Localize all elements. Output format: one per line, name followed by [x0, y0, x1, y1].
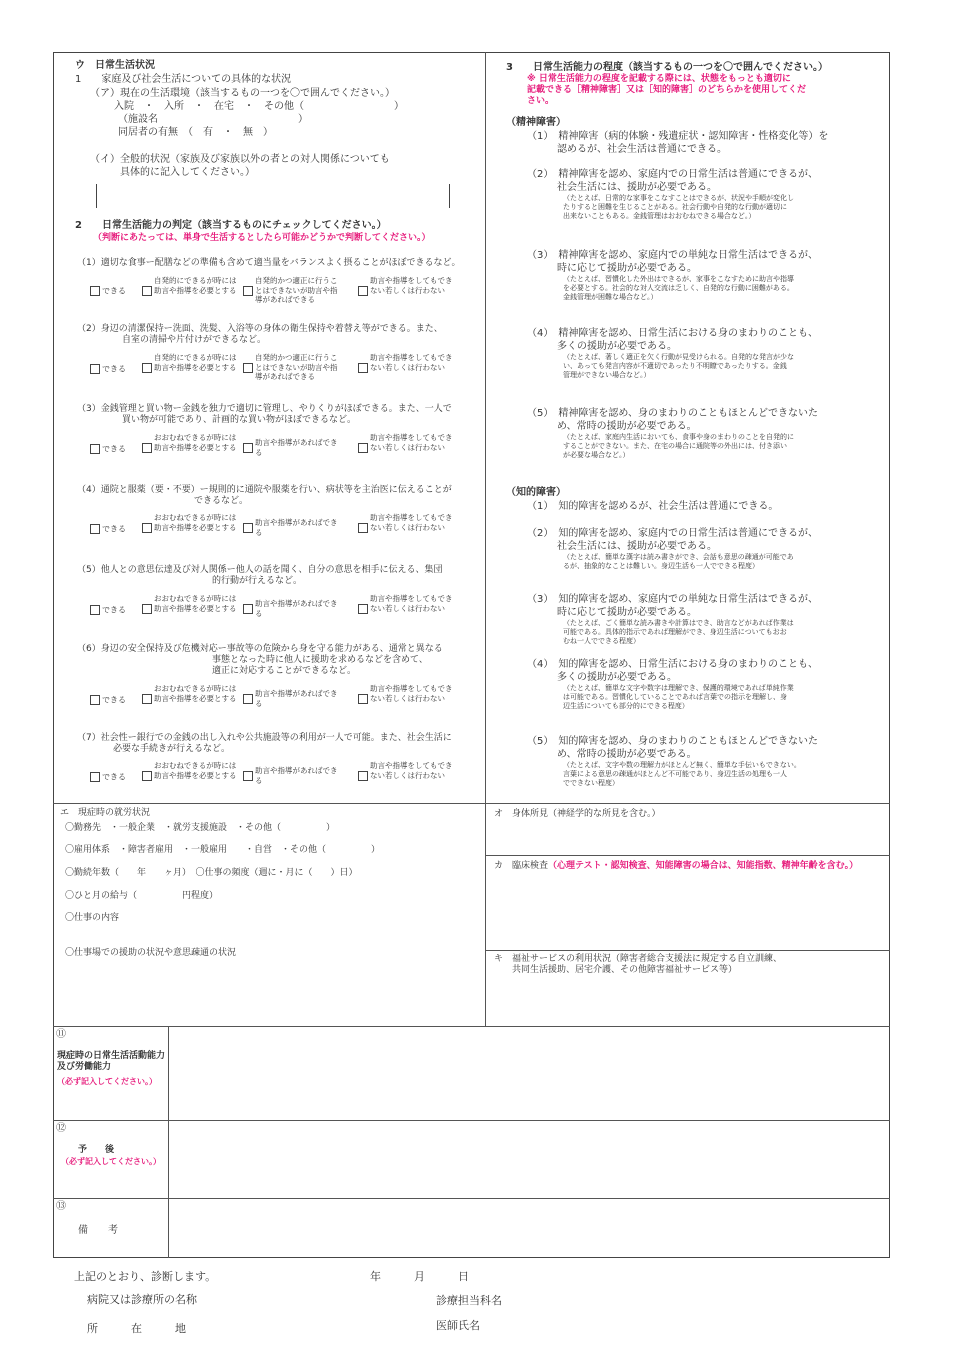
s12-note: （必ず記入してください。） — [61, 1157, 161, 1166]
item-3-opt-4[interactable]: 助言や指導をしてもできない若しくは行わない — [358, 433, 453, 452]
mental-3[interactable]: （3） 精神障害を認め、家庭内での単純な日常生活はできるが、 時に応じて援助が必要である。 （たとえば、習慣化した外出はできるが、家事をこなすために助言や指導 を必要とする。社会的な対人交流は乏しく、自発的な行動に困難がある。 金銭管理が困難な場合など。） — [527, 250, 818, 301]
mental-5[interactable]: （5） 精神障害を認め、身のまわりのこともほとんどできないた め、常時の援助が必要である。 （たとえば、家庭内生活においても、食事や身のまわりのことを自発的に することができない。また、在宅の場合に通院等の外出には、付き添い が必要な場合など。） — [527, 408, 818, 459]
footer-doctor[interactable]: 医師氏名 — [436, 1319, 480, 1332]
s11-label: 現症時の日常生活活動能力及び労働能力 — [57, 1051, 166, 1072]
item-6-title: （6）身辺の安全保持及び危機対応ー事故等の危険から身を守る能力がある、通常と異なる 事態となった時に他人に援助を求めるなどを含めて、 適正に対応することができるなど。 — [77, 644, 443, 676]
mental-header: （精神障害） — [506, 117, 566, 128]
q1a-options[interactable]: 入院 ・ 入所 ・ 在宅 ・ その他（ ） — [114, 101, 404, 112]
item-7-opt-1[interactable]: できる — [90, 772, 126, 783]
work-support[interactable]: 〇仕事場での援助の状況や意思疎通の状況 — [65, 948, 237, 958]
intel-5[interactable]: （5） 知的障害を認め、身のまわりのこともほとんどできないた め、常時の援助が必要である。 （たとえば、文字や数の理解力がほとんど無く、簡単な手伝いもできない。 言葉による意思の疎通がほとんど不可能であり、身辺生活の処理も一人 でできない程度） — [527, 736, 818, 787]
s13-input[interactable] — [170, 1200, 888, 1256]
intel-3[interactable]: （3） 知的障害を認め、家庭内での単純な日常生活はできるが、 時に応じて援助が必要である。 （たとえば、ごく簡単な読み書きや計算はでき、助言などがあれば作業は 可能である。具体的指示であれば理解ができ、身辺生活についてもおお むね一人でできる程度） — [527, 594, 818, 645]
item-5-opt-3[interactable]: 助言や指導があればできる — [243, 599, 338, 618]
item-6-opt-1[interactable]: できる — [90, 695, 126, 706]
divider-ka — [485, 855, 890, 856]
divider-s13 — [53, 1198, 890, 1199]
footer-department[interactable]: 診療担当科名 — [436, 1294, 502, 1307]
mental-2[interactable]: （2） 精神障害を認め、家庭内での日常生活は普通にできるが、 社会生活には、援助が必要である。 （たとえば、日常的な家事をこなすことはできるが、状況や手順が変化し たりすると困難を生じることがある。社会行動や自発的な行動が適切に 出来ないこともある。金銭管理はおおむねできる場合など。） — [527, 169, 818, 220]
s12-number: ⑫ — [56, 1123, 66, 1134]
footer-date[interactable]: 年 月 日 — [370, 1270, 469, 1283]
section-title: ウ 日常生活状況 — [75, 60, 155, 71]
work-content[interactable]: 〇仕事の内容 — [65, 913, 120, 923]
s11-note: （必ず記入してください。） — [57, 1077, 157, 1086]
footer-diagnosis: 上記のとおり、診断します。 — [74, 1270, 217, 1283]
intel-header: （知的障害） — [506, 487, 566, 498]
item-3-opt-2[interactable]: おおむねできるが時には助言や指導を必要とする — [142, 433, 237, 452]
s12-label: 予 後 — [78, 1145, 115, 1155]
cohabit-field[interactable]: 同居者の有無 （ 有 ・ 無 ） — [118, 127, 273, 138]
item-3-opt-1[interactable]: できる — [90, 444, 126, 455]
column-divider — [485, 52, 486, 1026]
work-title: エ 現症時の就労状況 — [60, 808, 151, 818]
item-7-opt-3[interactable]: 助言や指導があればできる — [243, 766, 338, 785]
item-4-title: （4）通院と服薬（要・不要）ー規則的に通院や服薬を行い、病状等を主治医に伝えることが できるなど。 — [77, 485, 452, 506]
item-1-opt-3[interactable]: 自発的かつ適正に行うことはできないが助言や指導があればできる — [243, 276, 338, 305]
work-years[interactable]: 〇勤続年数（ 年 ヶ月） 〇仕事の頻度（週に・月に（ ）日） — [65, 868, 358, 878]
item-2-opt-4[interactable]: 助言や指導をしてもできない若しくは行わない — [358, 353, 453, 372]
s12-input[interactable] — [170, 1122, 888, 1196]
clinical-tests: カ 臨床検査（心理テスト・認知検査、知能障害の場合は、知能指数、精神年齢を含む。） — [494, 861, 859, 871]
item-4-opt-2[interactable]: おおむねできるが時には助言や指導を必要とする — [142, 513, 237, 532]
footer-hospital[interactable]: 病院又は診療所の名称 — [87, 1293, 197, 1306]
item-5-opt-1[interactable]: できる — [90, 605, 126, 616]
work-employer[interactable]: 〇勤務先 ・一般企業 ・就労支援施設 ・その他（ ） — [65, 823, 336, 833]
item-1-opt-2[interactable]: 自発的にできるが時には助言や指導を必要とする — [142, 276, 237, 295]
item-6-opt-2[interactable]: おおむねできるが時には助言や指導を必要とする — [142, 684, 237, 703]
q3-title: 3 日常生活能力の程度（該当するもの一つを〇で囲んでください。） — [506, 62, 828, 73]
q2-title: 2 日常生活能力の判定（該当するものにチェックしてください。） — [75, 220, 387, 231]
intel-1[interactable]: （1） 知的障害を認めるが、社会生活は普通にできる。 — [527, 501, 779, 512]
item-5-opt-4[interactable]: 助言や指導をしてもできない若しくは行わない — [358, 594, 453, 613]
divider-ki — [485, 950, 890, 951]
mental-4[interactable]: （4） 精神障害を認め、日常生活における身のまわりのことも、 多くの援助が必要である。 （たとえば、著しく適正を欠く行動が見受けられる。自発的な発言が少な い、あっても発言内容が不適切であったり不明瞭であったりする。金銭 管理ができない場合など。） — [527, 328, 818, 379]
item-6-opt-3[interactable]: 助言や指導があればできる — [243, 689, 338, 708]
intel-2[interactable]: （2） 知的障害を認め、家庭内での日常生活は普通にできるが、 社会生活には、援助が必要である。 （たとえば、簡単な漢字は読み書きができ、会話も意思の疎通が可能であ るが、抽象的なことは難しい。身辺生活も一人でできる程度） — [527, 528, 818, 570]
checkbox[interactable] — [90, 286, 100, 296]
s13-number: ⑬ — [56, 1201, 66, 1212]
item-2-title: （2）身辺の清潔保持ー洗面、洗髪、入浴等の身体の衛生保持や着替え等ができる。また、 自室の清掃や片付けができるなど。 — [77, 324, 443, 345]
q3-note: ※ 日常生活能力の程度を記載する際には、状態をもっとも適切に 記載できる［精神障害］又は［知的障害］のどちらかを使用してくだ さい。 — [527, 74, 807, 106]
item-2-opt-3[interactable]: 自発的かつ適正に行うことはできないが助言や指導があればできる — [243, 353, 338, 382]
item-6-opt-4[interactable]: 助言や指導をしてもできない若しくは行わない — [358, 684, 453, 703]
intel-4[interactable]: （4） 知的障害を認め、日常生活における身のまわりのことも、 多くの援助が必要である。 （たとえば、簡単な文字や数字は理解でき、保護的環境であれば単純作業 は可能である。習慣化していることであれば言葉での指示を理解し、身 辺生活についても部分的にできる程度） — [527, 659, 818, 710]
divider-s12 — [53, 1120, 890, 1121]
q2-note: （判断にあたっては、単身で生活するとしたら可能かどうかで判断してください。） — [93, 233, 431, 243]
s13-label: 備 考 — [78, 1225, 118, 1236]
item-7-title: （7）社会性ー銀行での金銭の出し入れや公共施設等の利用が一人で可能。また、社会生活に 必要な手続きが行えるなど。 — [77, 733, 452, 754]
item-5-title: （5）他人との意思伝達及び対人関係ー他人の話を聞く、自分の意思を相手に伝える、集団 的行動が行えるなど。 — [77, 565, 443, 586]
item-4-opt-1[interactable]: できる — [90, 524, 126, 535]
q1a-text: （ア）現在の生活環境（該当するもの一つを〇で囲んでください。） — [90, 88, 395, 99]
item-5-opt-2[interactable]: おおむねできるが時には助言や指導を必要とする — [142, 594, 237, 613]
general-status-input[interactable] — [96, 184, 450, 208]
s11-number: ⑪ — [56, 1029, 66, 1040]
label-column-divider — [168, 1026, 169, 1258]
physical-findings-title: オ 身体所見（神経学的な所見を含む。） — [494, 809, 661, 819]
footer-address[interactable]: 所 在 地 — [87, 1322, 186, 1335]
item-4-opt-4[interactable]: 助言や指導をしてもできない若しくは行わない — [358, 513, 453, 532]
q1b-text: （イ）全般的状況（家族及び家族以外の者との対人関係についても 具体的に記入してください。） — [90, 154, 390, 178]
item-1-title: （1）適切な食事ー配膳などの準備も含めて適当量をバランスよく摂ることがほぼできるなど。 — [77, 258, 461, 268]
item-1-opt-4[interactable]: 助言や指導をしてもできない若しくは行わない — [358, 276, 453, 295]
q1-text: 1 家庭及び社会生活についての具体的な状況 — [75, 74, 292, 85]
item-1-opt-1[interactable]: できる — [90, 286, 126, 297]
item-2-opt-1[interactable]: できる — [90, 364, 126, 375]
item-3-opt-3[interactable]: 助言や指導があればできる — [243, 438, 338, 457]
item-2-opt-2[interactable]: 自発的にできるが時には助言や指導を必要とする — [142, 353, 237, 372]
item-4-opt-3[interactable]: 助言や指導があればできる — [243, 518, 338, 537]
divider-work — [53, 803, 890, 804]
divider-s11 — [53, 1026, 890, 1027]
welfare-services-title: キ 福祉サービスの利用状況（障害者総合支援法に規定する自立訓練、 共同生活援助、居宅介護、その他障害福祉サービス等） — [494, 954, 783, 975]
facility-field[interactable]: （施設名 ） — [118, 114, 308, 125]
item-7-opt-2[interactable]: おおむねできるが時には助言や指導を必要とする — [142, 761, 237, 780]
work-salary[interactable]: 〇ひと月の給与（ 円程度） — [65, 891, 219, 901]
item-7-opt-4[interactable]: 助言や指導をしてもできない若しくは行わない — [358, 761, 453, 780]
mental-1[interactable]: （1） 精神障害（病的体験・残遺症状・認知障害・性格変化等）を 認めるが、社会生活は普通にできる。 — [527, 131, 829, 155]
item-3-title: （3）金銭管理と買い物ー金銭を独力で適切に管理し、やりくりがほぼできる。また、一人で 買い物が可能であり、計画的な買い物がほぼできるなど。 — [77, 404, 452, 425]
work-employment-type[interactable]: 〇雇用体系 ・障害者雇用 ・一般雇用 ・自営 ・その他（ ） — [65, 845, 381, 855]
s11-input[interactable] — [170, 1028, 888, 1118]
